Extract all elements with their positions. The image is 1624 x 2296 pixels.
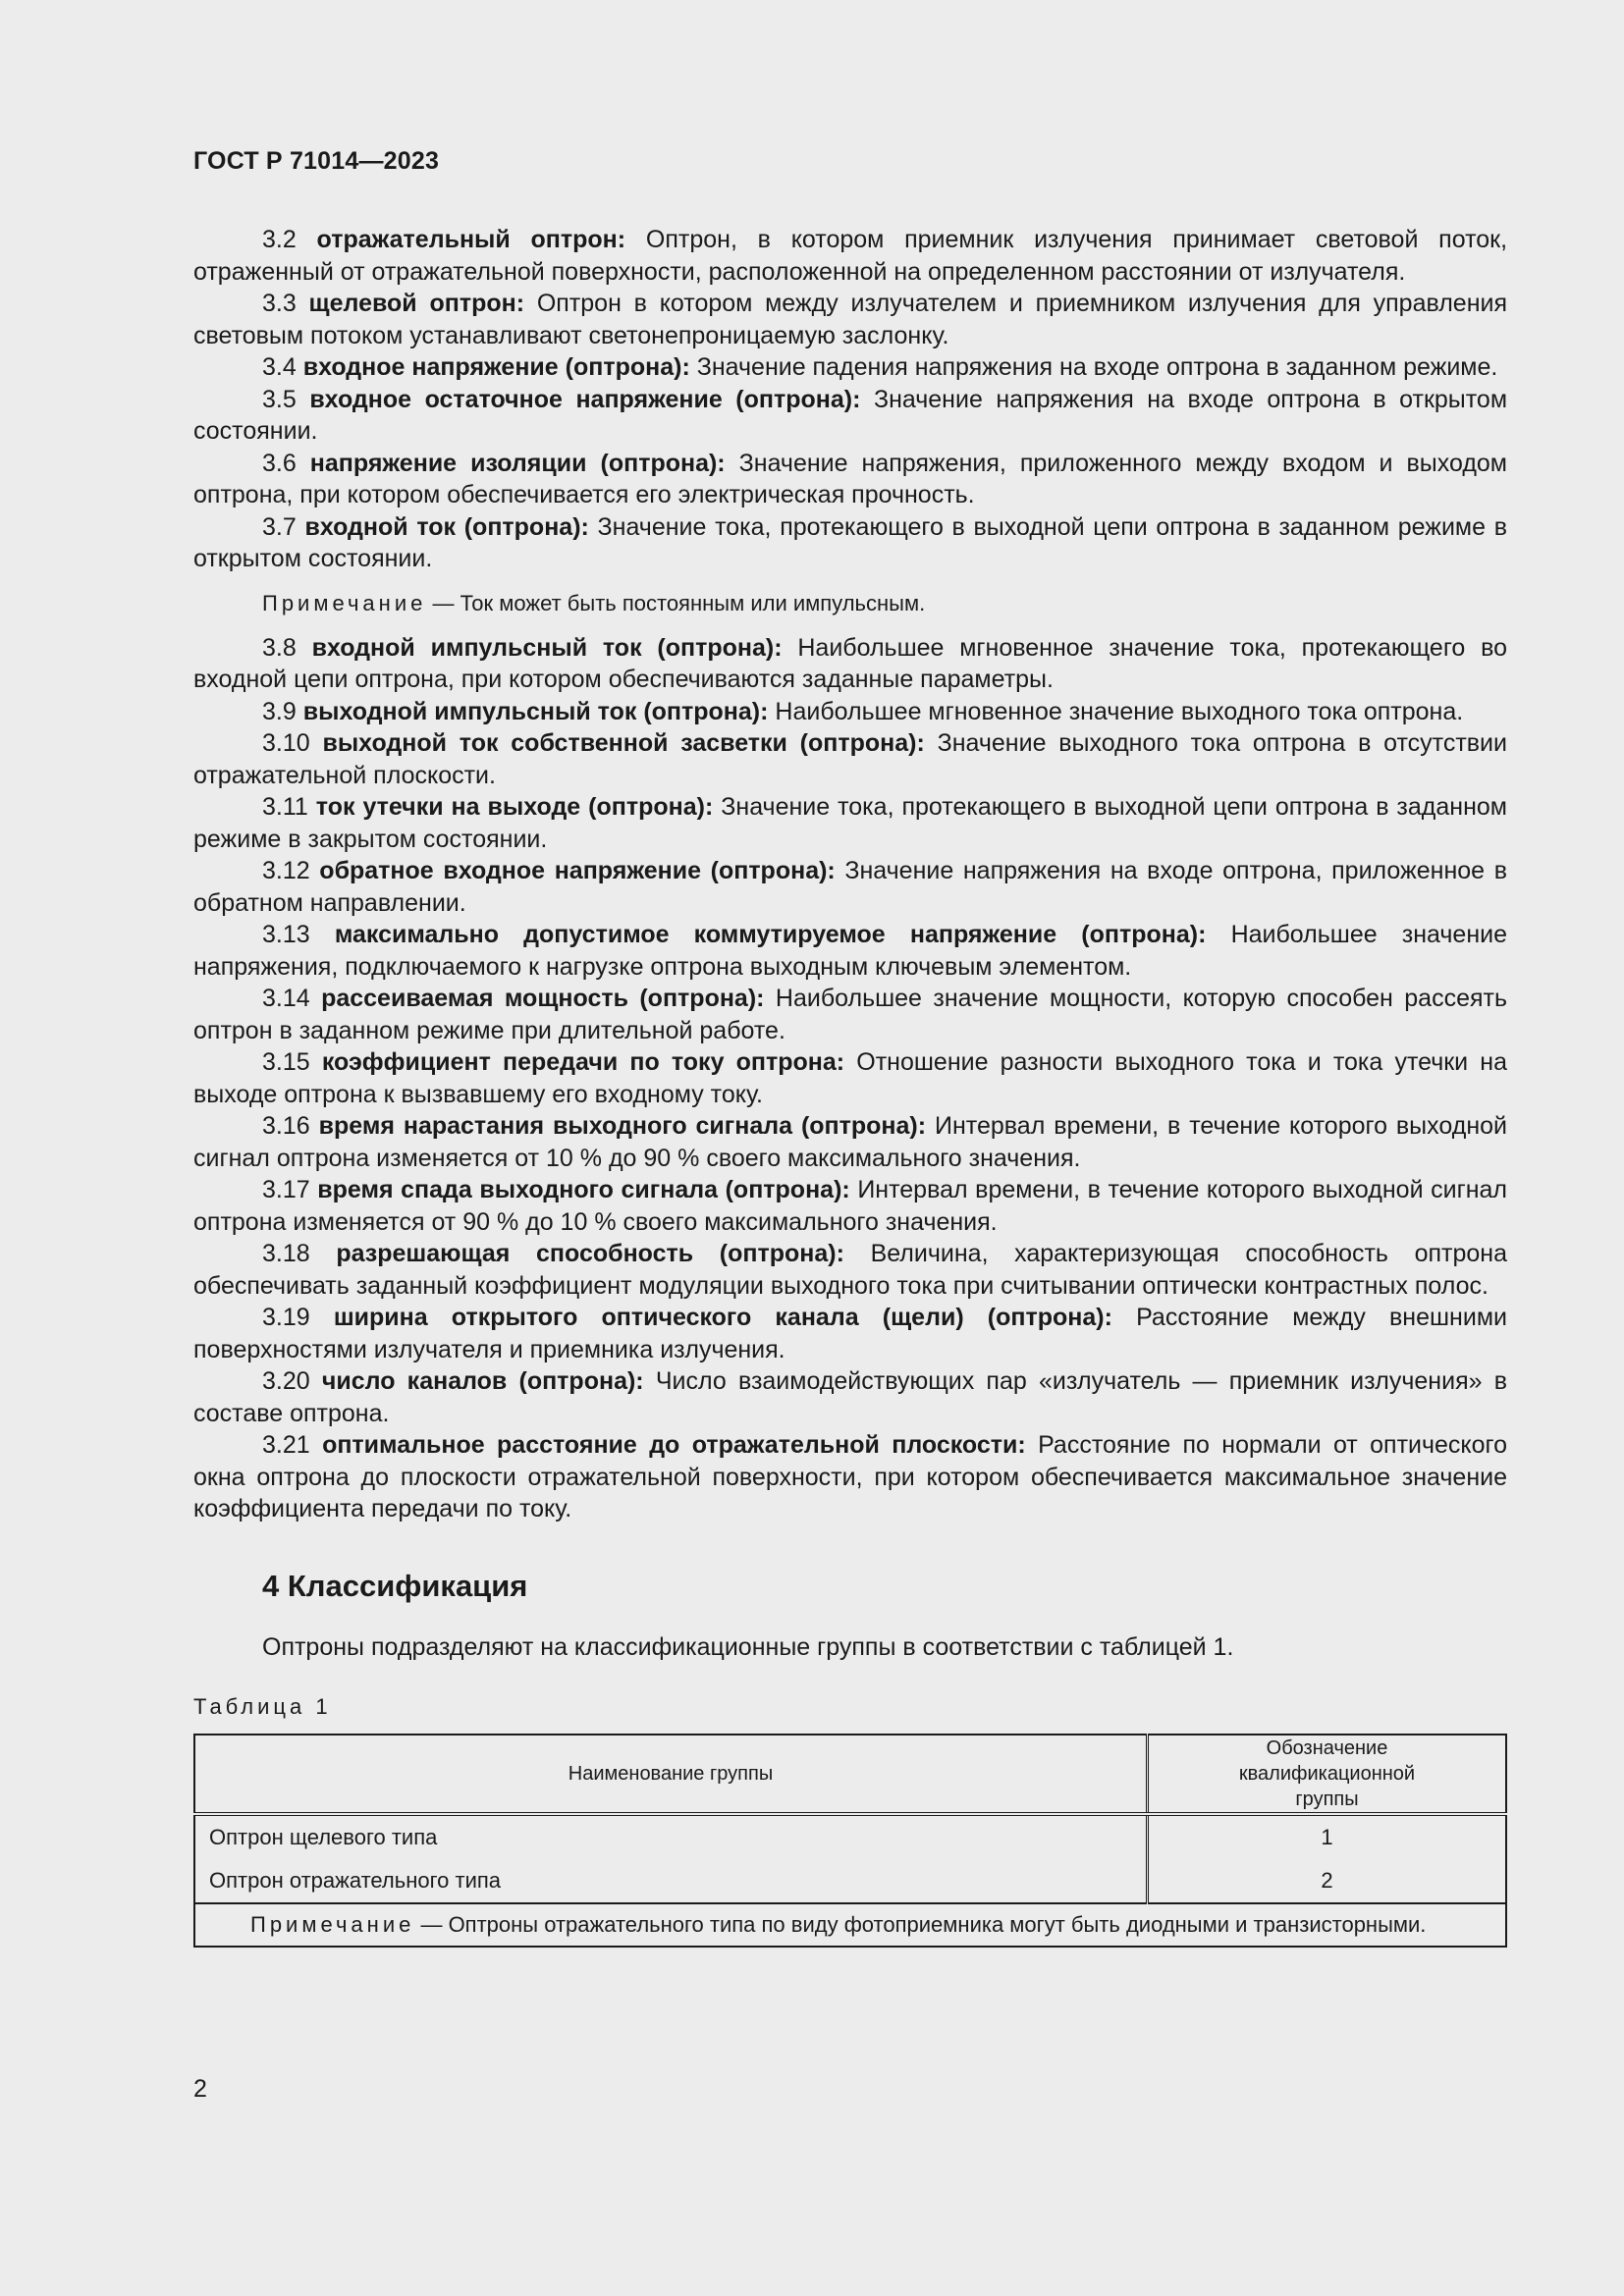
term-text: Наибольшее мгновенное значение тока, протекающего во входной цепи оптрона, при котором обеспечиваются заданные параметры.	[193, 633, 1508, 693]
table-row	[194, 1859, 1506, 1903]
term-definition	[193, 384, 1507, 448]
term-definition	[193, 727, 1507, 791]
term-number: 3.10	[262, 729, 310, 757]
table-header-cell: Наименование группы	[194, 1735, 1148, 1814]
term-name: напряжение изоляции (оптрона):	[309, 449, 726, 477]
term-text: Значение напряжения на входе оптрона в открытом состоянии.	[193, 385, 1508, 445]
term-text: Расстояние по нормали от оптического окна оптрона до плоскости отражательной поверхности, при котором обеспечивается максимальное значение коэффициента передачи по току.	[193, 1431, 1508, 1522]
term-number: 3.7	[262, 512, 297, 541]
term-definition	[193, 511, 1507, 575]
document-header: ГОСТ Р 71014—2023	[193, 147, 440, 175]
term-definition	[193, 1046, 1507, 1110]
term-text: Значение напряжения, приложенного между входом и выходом оптрона, при котором обеспечивается его электрическая прочность.	[193, 449, 1507, 508]
term-definition	[193, 448, 1507, 511]
term-number: 3.4	[262, 353, 297, 381]
term-definition	[193, 632, 1507, 696]
term-definition	[193, 288, 1507, 351]
section-intro: Оптроны подразделяют на классификационные группы в соответствии с таблицей 1.	[262, 1632, 1234, 1661]
term-name: максимально допустимое коммутируемое напряжение (оптрона):	[334, 921, 1207, 948]
term-definition	[193, 1302, 1507, 1365]
term-name: коэффициент передачи по току оптрона:	[321, 1048, 845, 1076]
classification-table	[193, 1734, 1507, 1948]
term-name: время нарастания выходного сигнала (оптрона):	[318, 1112, 927, 1140]
term-name: время спада выходного сигнала (оптрона):	[317, 1176, 850, 1203]
term-text: Наибольшее значение напряжения, подключаемого к нагрузке оптрона выходным ключевым элементом.	[193, 921, 1507, 981]
term-name: разрешающая способность (оптрона):	[336, 1240, 844, 1267]
terms-list-continued	[193, 632, 1507, 1525]
term-name: выходной ток собственной засветки (оптрона):	[322, 729, 925, 757]
term-number: 3.3	[262, 290, 297, 317]
note-label: Примечание	[262, 590, 427, 615]
term-definition	[193, 1110, 1507, 1174]
page-number: 2	[193, 2075, 207, 2103]
term-definition	[193, 1174, 1507, 1238]
term-name: ток утечки на выходе (оптрона):	[315, 793, 714, 821]
section-title: 4 Классификация	[262, 1568, 528, 1603]
term-name: оптимальное расстояние до отражательной плоскости:	[322, 1431, 1026, 1459]
term-definition	[193, 224, 1507, 288]
term-definition	[193, 983, 1507, 1046]
term-definition	[193, 1365, 1507, 1429]
table-header-row	[194, 1735, 1506, 1814]
term-number: 3.19	[262, 1304, 310, 1331]
term-text: Число взаимодействующих пар «излучатель — приемник излучения» в составе оптрона.	[193, 1367, 1507, 1427]
document-body	[193, 224, 1507, 1948]
term-name: отражательный оптрон:	[316, 226, 626, 253]
term-number: 3.18	[262, 1240, 310, 1267]
note-1	[193, 589, 1507, 618]
term-definition	[193, 351, 1507, 384]
term-name: число каналов (оптрона):	[321, 1367, 644, 1395]
term-number: 3.14	[262, 985, 310, 1012]
table-caption: Таблица 1	[193, 1694, 332, 1719]
term-number: 3.11	[262, 793, 308, 821]
table-cell: 2	[1148, 1859, 1507, 1903]
term-number: 3.15	[262, 1048, 310, 1076]
term-text: Оптрон, в котором приемник излучения принимает световой поток, отраженный от отражательной поверхности, расположенной на определенном расстоянии от излучателя.	[193, 226, 1508, 286]
term-text: Значение падения напряжения на входе оптрона в заданном режиме.	[696, 353, 1498, 381]
term-text: Интервал времени, в течение которого выходной сигнал оптрона изменяется от 90 % до 10 % своего максимального значения.	[193, 1176, 1508, 1236]
table-cell: Оптрон отражательного типа	[194, 1859, 1148, 1903]
term-text: Интервал времени, в течение которого выходной сигнал оптрона изменяется от 10 % до 90 % своего максимального значения.	[193, 1112, 1507, 1172]
term-number: 3.2	[262, 226, 297, 253]
term-definition	[193, 855, 1507, 919]
term-text: Наибольшее значение мощности, которую способен рассеять оптрон в заданном режиме при длительной работе.	[193, 985, 1507, 1044]
term-name: щелевой оптрон:	[308, 290, 525, 317]
term-number: 3.16	[262, 1112, 310, 1140]
term-number: 3.9	[262, 697, 297, 725]
table-note-label: Примечание	[250, 1912, 415, 1937]
table-note-text: — Оптроны отражательного типа по виду фотоприемника могут быть диодными и транзисторными.	[414, 1912, 1427, 1937]
term-number: 3.13	[262, 921, 310, 948]
term-name: входной импульсный ток (оптрона):	[311, 633, 783, 662]
term-text: Величина, характеризующая способность оптрона обеспечивать заданный коэффициент модуляции выходного тока при считывании оптически контрастных полос.	[193, 1240, 1507, 1300]
term-definition	[193, 919, 1507, 983]
term-text: Значение тока, протекающего в выходной цепи оптрона в заданном режиме в открытом состоянии.	[193, 512, 1507, 572]
term-number: 3.17	[262, 1176, 310, 1203]
term-name: выходной импульсный ток (оптрона):	[302, 697, 769, 725]
term-text: Отношение разности выходного тока и тока утечки на выходе оптрона к вызвавшему его входному току.	[193, 1048, 1507, 1108]
table-row	[194, 1814, 1506, 1859]
term-text: Значение тока, протекающего в выходной цепи оптрона в заданном режиме в закрытом состоянии.	[193, 793, 1507, 853]
table-note-row	[194, 1903, 1506, 1947]
term-definition	[193, 1238, 1507, 1302]
table-cell: Оптрон щелевого типа	[194, 1814, 1148, 1859]
term-definition	[193, 791, 1507, 855]
term-name: входное остаточное напряжение (оптрона):	[309, 385, 861, 413]
term-name: рассеиваемая мощность (оптрона):	[321, 985, 765, 1012]
term-text: Значение выходного тока оптрона в отсутствии отражательной плоскости.	[193, 729, 1507, 789]
term-name: входное напряжение (оптрона):	[302, 353, 690, 381]
term-number: 3.6	[262, 449, 297, 477]
table-note	[194, 1903, 1506, 1947]
term-text: Значение напряжения на входе оптрона, приложенное в обратном направлении.	[193, 857, 1507, 917]
table-cell: 1	[1148, 1814, 1507, 1859]
terms-list	[193, 224, 1507, 575]
term-text: Наибольшее мгновенное значение выходного тока оптрона.	[775, 697, 1464, 725]
term-name: ширина открытого оптического канала (щели) (оптрона):	[333, 1304, 1112, 1331]
term-number: 3.20	[262, 1367, 310, 1395]
term-name: входной ток (оптрона):	[304, 512, 589, 541]
term-number: 3.8	[262, 633, 297, 662]
table-header-text: Обозначение квалификационной группы	[1238, 1737, 1416, 1810]
term-text: Расстояние между внешними поверхностями излучателя и приемника излучения.	[193, 1304, 1507, 1363]
term-definition	[193, 1429, 1507, 1525]
term-text: Оптрон в котором между излучателем и приемником излучения для управления световым потоком устанавливают светонепроницаемую заслонку.	[193, 290, 1507, 349]
table-header-cell	[1148, 1735, 1507, 1814]
term-name: обратное входное напряжение (оптрона):	[319, 857, 836, 884]
note-text: — Ток может быть постоянным или импульсным.	[426, 590, 926, 615]
term-number: 3.12	[262, 857, 310, 884]
term-number: 3.5	[262, 385, 297, 413]
term-number: 3.21	[262, 1431, 310, 1459]
term-definition	[193, 696, 1507, 728]
